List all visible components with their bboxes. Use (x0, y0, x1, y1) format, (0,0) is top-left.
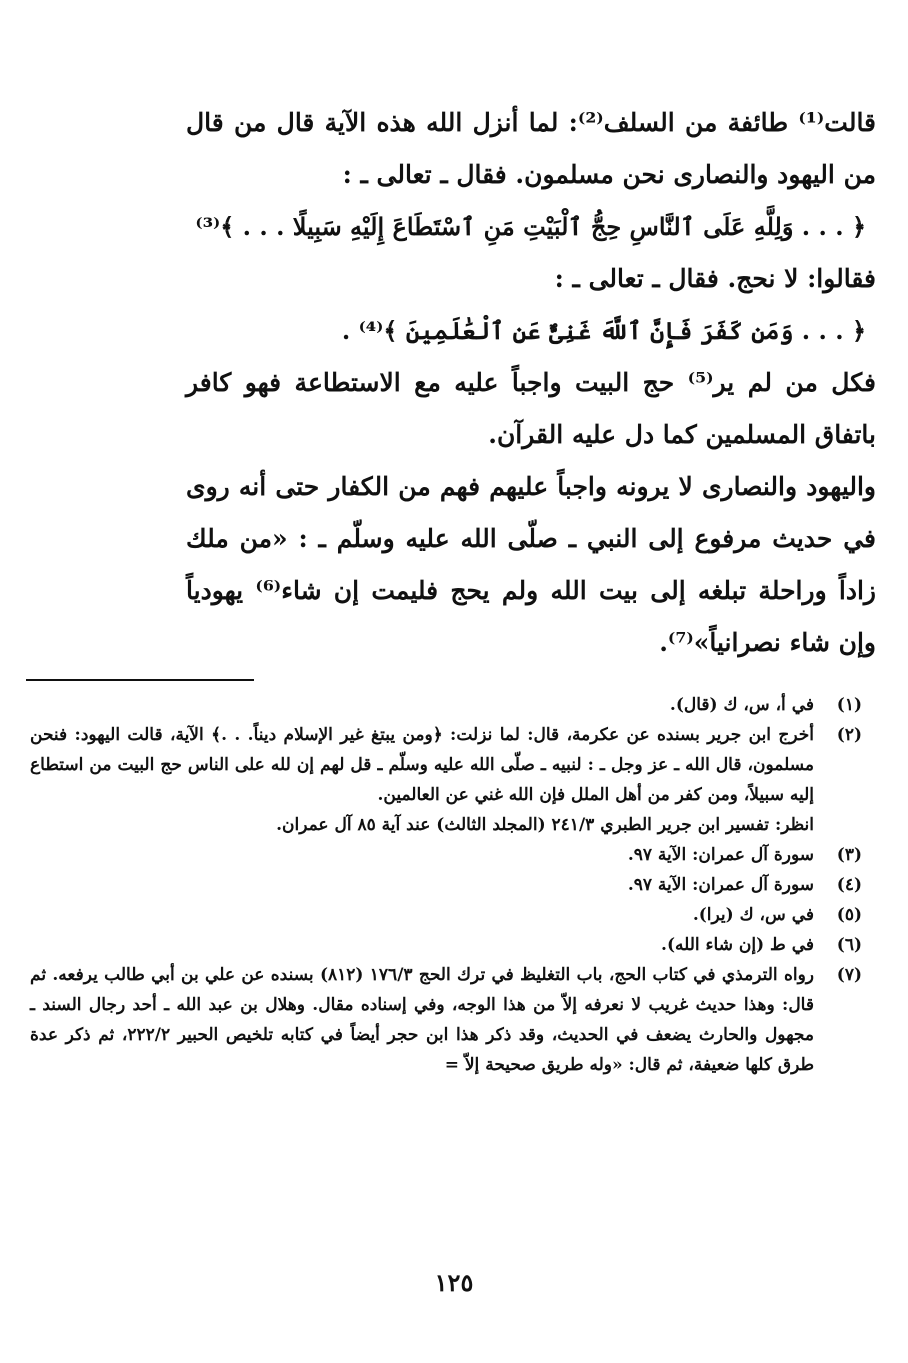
footnote-text: أخرج ابن جرير بسنده عن عكرمة، قال: لما نزلت: ﴿ومن يبتغ غير الإسلام ديناً. . .﴾ الآية، قالت اليهود: فنحن مسلمون، قال الله ـ عز وجل ـ : لنبيه ـ صلّى الله عليه وسلّم ـ قل لهم إن لله على الناس حج البيت من استطاع إليه سبيلاً، ومن كفر من أهل الملل فإن الله غني عن العالمين. (30, 725, 814, 805)
footnote-number (814, 810, 862, 840)
quran-verse-1: ﴿ . . . وَلِلَّهِ عَلَى ٱلنَّاسِ حِجُّ ٱلْبَيْتِ مَنِ ٱسْتَطَاعَ إِلَيْهِ سَبِيلًا . . . ﴾⁽³⁾ (195, 212, 866, 241)
footnote-number: (٥) (836, 905, 862, 925)
paragraph-4: واليهود والنصارى لا يرونه واجباً عليهم فهم من الكفار حتى أنه روى في حديث مرفوع إلى النبي ـ صلّى الله عليه وسلّم ـ : «من ملك زاداً وراحلة تبلغه إلى بيت الله ولم يحج فليمت إن شاء⁽⁶⁾ يهودياً وإن شاء نصرانياً»⁽⁷⁾. (186, 472, 876, 657)
paragraph-3: فكل من لم ير⁽⁵⁾ حج البيت واجباً عليه مع الاستطاعة فهو كافر باتفاق المسلمين كما دل عليه القرآن. (186, 368, 876, 449)
footnote-text: سورة آل عمران: الآية ٩٧. (627, 875, 814, 895)
footnote-5 (30, 900, 862, 930)
footnote-text: في س، ك (يرا). (692, 905, 814, 925)
footnote-text: انظر: تفسير ابن جرير الطبري ٢٤١/٣ (المجلد الثالث) عند آية ٨٥ آل عمران. (276, 815, 814, 835)
footnote-number: (٧) (836, 965, 862, 985)
footnote-separator (26, 679, 254, 681)
footnote-number: (٣) (836, 845, 862, 865)
footnote-text: في ط (إن شاء الله). (661, 935, 814, 955)
footnote-2-reference (30, 810, 862, 840)
footnote-1 (30, 690, 862, 720)
main-text (186, 97, 876, 669)
footnote-4 (30, 870, 862, 900)
footnote-3 (30, 840, 862, 870)
footnote-6 (30, 930, 862, 960)
footnote-2 (30, 720, 862, 810)
footnote-7 (30, 960, 862, 1080)
footnote-number: (٤) (836, 875, 862, 895)
quran-verse-2: ﴿ . . . وَمَن كَفَرَ فَإِنَّ ٱللَّهَ غَنِىٌّ عَنِ ٱلْعَٰلَمِينَ ﴾⁽⁴⁾ . (341, 316, 866, 345)
footnote-text: في أ، س، ك (قال). (669, 695, 814, 715)
footnote-text: رواه الترمذي في كتاب الحج، باب التغليظ في ترك الحج ١٧٦/٣ (٨١٢) بسنده عن علي بن أبي طالب يرفعه. ثم قال: وهذا حديث غريب لا نعرفه إلاّ من هذا الوجه، وفي إسناده مقال. وهلال بن عبد الله ـ أحد رجال السند ـ مجهول والحارث يضعف في الحديث، وقد ذكر هذا ابن حجر أيضاً في كتابه تلخيص الحبير ٢٢٢/٢، ثم ذكر عدة طرق كلها ضعيفة، ثم قال: «وله طريق صحيحة إلاّ = (30, 965, 815, 1075)
paragraph-1: قالت⁽¹⁾ طائفة من السلف⁽²⁾: لما أنزل الله هذه الآية قال من قال من اليهود والنصارى نحن مسلمون. فقال ـ تعالى ـ : (186, 108, 877, 189)
footnotes (30, 690, 862, 1080)
paragraph-2: فقالوا: لا نحج. فقال ـ تعالى ـ : (554, 264, 876, 293)
footnote-number: (١) (836, 695, 862, 715)
footnote-text: سورة آل عمران: الآية ٩٧. (627, 845, 814, 865)
footnote-number: (٦) (836, 935, 862, 955)
footnote-number: (٢) (836, 725, 862, 745)
page-number: ١٢٥ (434, 1268, 474, 1297)
